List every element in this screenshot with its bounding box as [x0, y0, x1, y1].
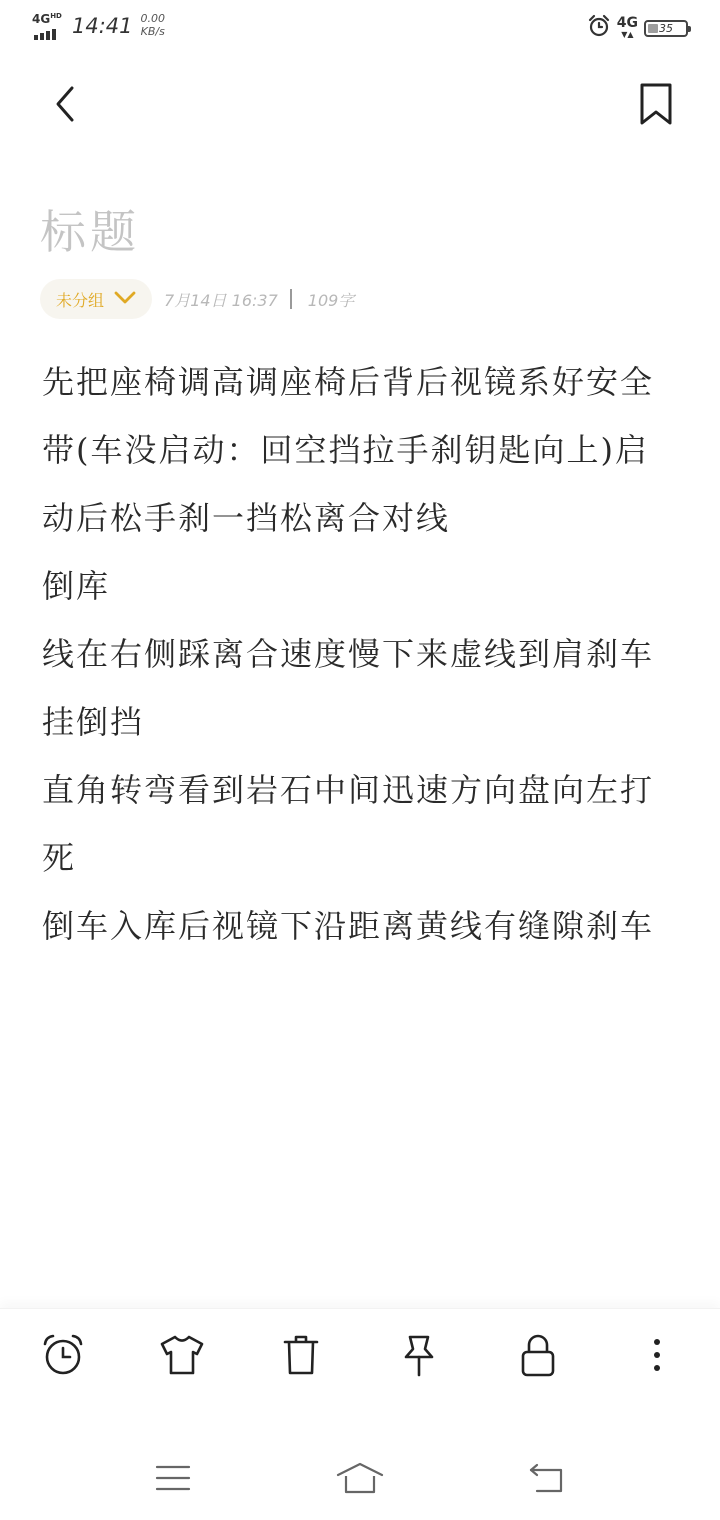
- lock-icon: [519, 1332, 557, 1382]
- delete-button[interactable]: [266, 1322, 336, 1392]
- note-date: 7月14日 16:37: [164, 290, 278, 310]
- chevron-down-icon: [114, 290, 136, 309]
- mobile-data-label: 4G: [616, 15, 638, 31]
- bookmark-button[interactable]: [626, 76, 686, 136]
- data-arrows-icon: ▼▲: [621, 30, 634, 39]
- lock-button[interactable]: [503, 1322, 573, 1392]
- nav-back-button[interactable]: [507, 1450, 587, 1510]
- network-signal-icon: [32, 12, 66, 40]
- back-button[interactable]: [36, 76, 96, 136]
- network-label: 4G: [32, 12, 51, 26]
- system-nav-bar: [0, 1440, 720, 1520]
- status-time: 14:41: [72, 14, 133, 38]
- note-meta: [40, 279, 354, 319]
- network-speed: [141, 12, 166, 38]
- note-title-input[interactable]: 标题: [40, 205, 140, 259]
- menu-icon: [155, 1464, 191, 1496]
- group-label: 未分组: [56, 290, 105, 310]
- reminder-button[interactable]: [28, 1322, 98, 1392]
- meta-divider: [290, 289, 292, 309]
- network-suffix: HD: [50, 12, 62, 20]
- pin-icon: [399, 1333, 439, 1381]
- more-vertical-icon: [651, 1337, 663, 1377]
- speed-value: 0.00: [140, 12, 166, 25]
- status-bar: [0, 0, 720, 56]
- pin-button[interactable]: [384, 1322, 454, 1392]
- trash-icon: [281, 1333, 321, 1381]
- speed-unit: KB/s: [140, 25, 165, 38]
- nav-home-button[interactable]: [320, 1450, 400, 1510]
- chevron-left-icon: [46, 84, 86, 128]
- shirt-icon: [158, 1333, 206, 1381]
- skin-button[interactable]: [147, 1322, 217, 1392]
- battery-level: 35: [659, 21, 673, 35]
- note-body[interactable]: 先把座椅调高调座椅后背后视镜系好安全带(车没启动：回空挡拉手刹钥匙向上)启动后松手刹一挡松离合对线 倒库 线在右侧踩离合速度慢下来虚线到肩刹车挂倒挡 直角转弯看到岩石中间迅速方向盘向左打死 倒车入库后视镜下沿距离黄线有缝隙刹车: [42, 363, 655, 945]
- alarm-status-icon: [587, 14, 611, 42]
- more-button[interactable]: [622, 1322, 692, 1392]
- bookmark-icon: [636, 82, 676, 130]
- word-count: 109字: [307, 290, 355, 310]
- home-icon: [335, 1461, 385, 1499]
- nav-menu-button[interactable]: [133, 1450, 213, 1510]
- mobile-data-indicator: [617, 17, 638, 39]
- alarm-clock-icon: [40, 1332, 86, 1382]
- group-selector[interactable]: [40, 279, 152, 319]
- back-icon: [527, 1462, 567, 1498]
- battery-icon: [644, 20, 688, 37]
- top-bar: [0, 70, 720, 142]
- note-toolbar: [0, 1308, 720, 1404]
